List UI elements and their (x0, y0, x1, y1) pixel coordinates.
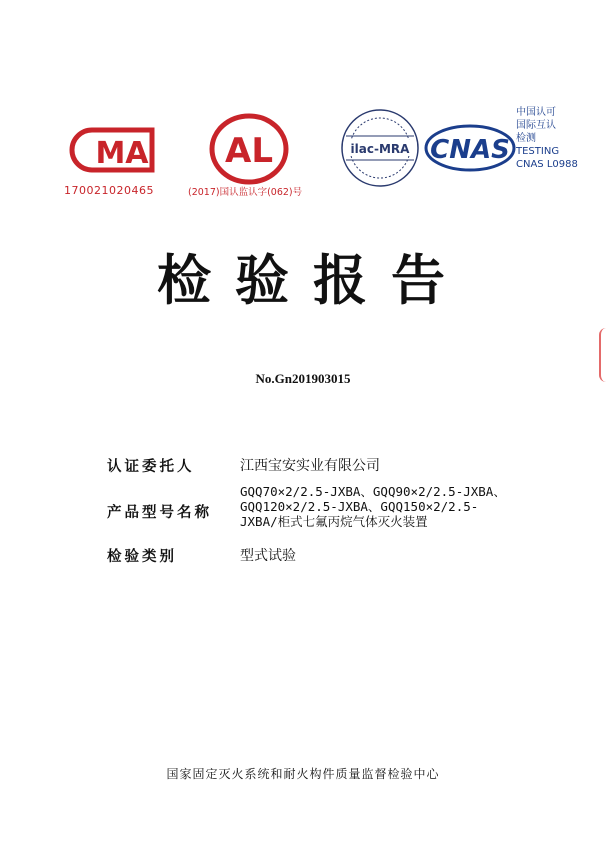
report-title: 检验报告 (157, 248, 469, 312)
report-number: No.Gn201903015 (255, 371, 351, 386)
cnas-label (516, 106, 578, 171)
product-line: JXBA/柜式七氟丙烷气体灭火装置 (240, 514, 428, 529)
cnas-line: 检测 (516, 133, 536, 144)
product-value (240, 484, 600, 529)
accreditation-logos (0, 100, 606, 200)
inspection-type-label: 检验类别 (107, 549, 177, 565)
ilac-mra-logo (338, 106, 422, 194)
cnas-line: 中国认可 (516, 107, 556, 118)
cal-logo-text: AL (225, 131, 273, 171)
seal-edge-mark (599, 328, 606, 382)
product-label: 产品型号名称 (107, 505, 212, 521)
cal-logo (208, 112, 290, 190)
cnas-line: TESTING (516, 146, 560, 157)
client-label: 认证委托人 (107, 459, 195, 475)
cnas-line: CNAS L0988 (516, 159, 578, 170)
cnas-line: 国际互认 (516, 120, 556, 131)
ilac-logo-text: ilac-MRA (350, 142, 410, 156)
cnas-logo (424, 122, 516, 178)
issuing-organization: 国家固定灭火系统和耐火构件质量监督检验中心 (166, 767, 440, 781)
client-value: 江西宝安实业有限公司 (240, 458, 380, 474)
inspection-type-value: 型式试验 (240, 548, 296, 564)
cma-logo (62, 122, 172, 178)
cnas-logo-text: CNAS (430, 135, 510, 165)
product-line: GQQ120×2/2.5-JXBA、GQQ150×2/2.5- (240, 499, 479, 514)
cma-number: 170021020465 (64, 184, 154, 197)
cal-number: (2017)国认监认字(062)号 (188, 187, 303, 198)
product-line: GQQ70×2/2.5-JXBA、GQQ90×2/2.5-JXBA、 (240, 484, 506, 499)
cma-logo-text: MA (95, 136, 149, 171)
